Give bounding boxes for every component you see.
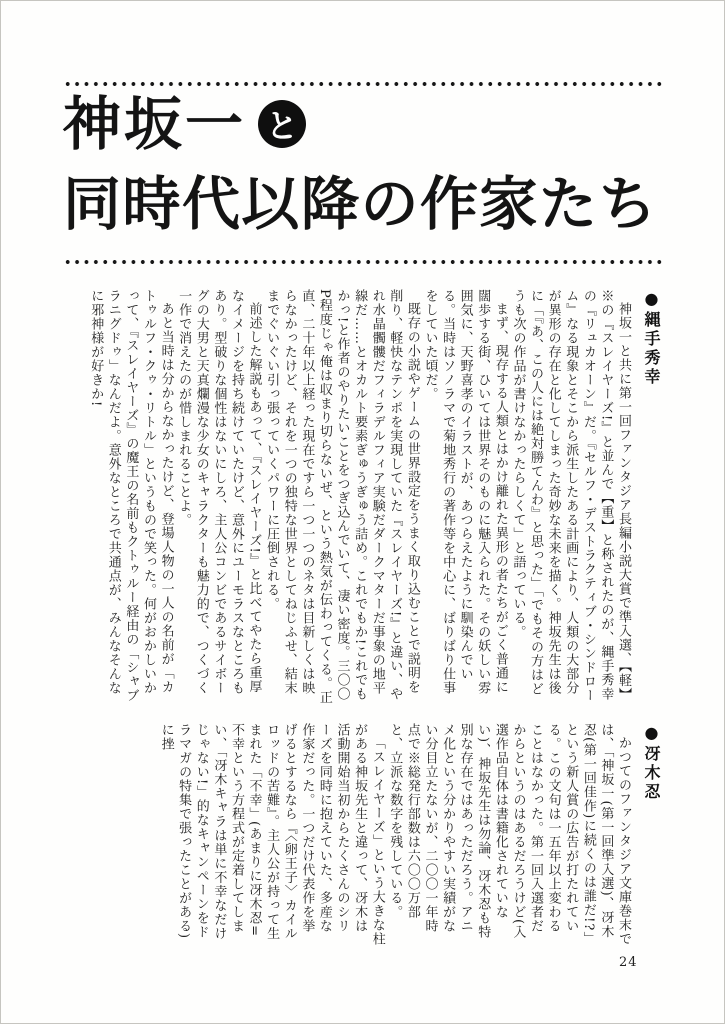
title-to-badge: と [258,100,306,148]
dotted-rule-bottom [63,259,663,265]
dotted-rule-top [63,81,663,87]
section-header-saeki: ●冴木忍 [642,723,661,802]
body-paragraph: かつてのファンタジア文庫巻末では、「神坂一(第一回準入選)、冴木忍(第一回佳作)に続くのは誰だ!?」という新人賞の広告が打たれている。この文句は一五年以上変わることはなかった。第一回入選者だからというのはあるだろうけど(入選作品自体は書籍化されていない)、神坂先生は勿論、冴木忍も特別な存在ではあっただろう。アニメ化という分かりやすい実績がない分目立たないが、二〇〇一年時点で※総発行部数は六〇〇万部と、立派な数字を残している。 [387,723,631,946]
page-number: 24 [619,955,638,970]
body-paragraph: 「スレイヤーズ」という大きな柱がある神坂先生と違って、冴木は活動開始当初からたくさんのシリーズを同時に抱えていた、多産な作家だった。一つだけ代表作を挙げるとするなら『〈卵王子〉カイルロッドの苦難』。主人公が持って生まれた「不幸」(あまりに冴木忍=不幸という方程式が定着してしまい、「冴木キャラは単に不幸なだけじゃない!」的なキャンペーンをドラマガの特集で張ったことがある)に挫 [158,723,385,946]
section-nawate-hideyuki [64,289,663,707]
body-paragraph: 既存の小説やゲームの世界設定をうまく取り込むことで説明を削り、軽快なテンポを実現していた『スレイヤーズ!』と違い、やれ水晶髑髏だフィラデルフィア実験だダークマターだ事象の地平線だ……とオカルト要素ぎゅうぎゅう詰め。これでもか!これでもかっ!と作者のやりたいことをつぎ込んでいて、凄い密度。三〇〇P程度じゃ俺は収まり切らないぜ、という熱気が伝わってくる。正直、二十年以上経った現在ですら一つ一つのネタは目新しくは映らなかったけど、それを一つの独特な世界としてねじふせ、結末までぐいぐい引っ張っていくパワーに圧倒される。 [264,289,420,705]
article-title [63,89,659,238]
body-paragraph: 神坂一と共に第一回ファンタジア長編小説大賞で準入選、【軽】※の『スレイヤーズ!』と並んで【重】と称されたのが、縄手秀幸の『リュカオーン』だ。『セルフ・デストラクティブ・シンドローム』なる現象とそこから派生したある計画により、人類の大部分が異形の存在と化してしまった奇妙な未来を描く。神坂先生は後に「『あ、この人には絶対勝てんわ』と思った」「でもその方はどうも次の作品が書けなかったらしくて」と語っている。 [510,289,631,703]
section-saeki-shinobu [64,723,663,946]
title-line-2: 同時代以降の作家たち [63,170,659,238]
title-line-1 [63,89,658,159]
body-paragraph: 前述した解説もあって、『スレイヤーズ!』と比べてやたら重厚なイメージを持ち続けていたけど、意外にユーモラスなところもあり。型破りな個性はないにしろ、主人公コンビであるサイボーグの大男と天真爛漫な少女のキャラクターも魅力的で、つくづく一作で消えたのが惜しまれることよ。 [176,289,262,695]
title-author-name: 神坂一 [63,90,247,158]
body-paragraph: まず、現存する人類とはかけ離れた異形の者たちがごく普通に闊歩する街、ひいては世界そのものに魅入られた。その妖しい雰囲気に、天野喜孝のイラストが、あつらえたように馴染んでいる。当時はソノラマで菊地秀行の著作等を中心に、ばりばり仕事をしていた頃だ。 [422,289,508,695]
body-paragraph: あと当時は分からなかったけど、登場人物の一人の名前が「カトゥルフ・クゥ・リトル」というもので笑った。何がおかしいかって、『スレイヤーズ』の魔王の名前もクトゥルー経由の「シャブラニグドゥ」なんだよ。意外なところで共通点が、みんなそんなに邪神様が好きか! [88,289,174,703]
section-header-nawate: ●縄手秀幸 [642,289,661,387]
